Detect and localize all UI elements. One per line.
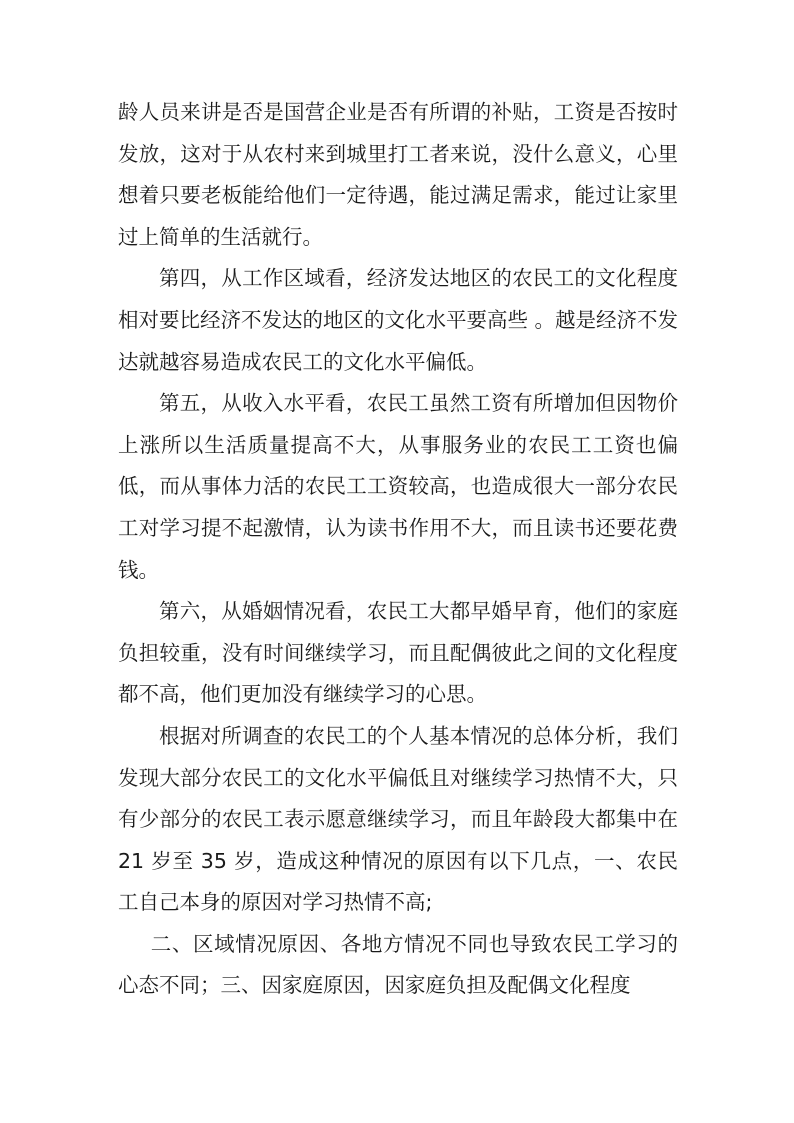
paragraph-sixth: 第六，从婚姻情况看，农民工大都早婚早育，他们的家庭负担较重，没有时间继续学习，而且配偶彼此之间的文化程度都不高，他们更加没有继续学习的心思。 — [118, 599, 678, 707]
paragraph-analysis: 根据对所调查的农民工的个人基本情况的总体分析，我们发现大部分农民工的文化水平偏低且对继续学习热情不大，只有少部分的农民工表示愿意继续学习，而且年龄段大都集中在 21 岁至 35 岁，造成这种情况的原因有以下几点，一、农民工自己本身的原因对学习热情不高; — [118, 723, 678, 915]
paragraph-fifth: 第五，从收入水平看，农民工虽然工资有所增加但因物价上涨所以生活质量提高不大，从事服务业的农民工工资也偏低，而从事体力活的农民工工资较高，也造成很大一部分农民工对学习提不起激情，认为读书作用不大，而且读书还要花费钱。 — [118, 391, 678, 582]
paragraph-fourth: 第四，从工作区域看，经济发达地区的农民工的文化程度相对要比经济不发达的地区的文化水平要高些 。越是经济不发达就越容易造成农民工的文化水平偏低。 — [118, 266, 679, 374]
paragraph-continuation: 龄人员来讲是否是国营企业是否有所谓的补贴，工资是否按时发放，这对于从农村来到城里打工者来说，没什么意义，心里想着只要老板能给他们一定待遇，能过满足需求，能过让家里过上简单的生活就行。 — [118, 100, 678, 249]
document-body — [118, 92, 678, 1007]
paragraph-reasons: 二、区域情况原因、各地方情况不同也导致农民工学习的心态不同；三、因家庭原因，因家庭负担及配偶文化程度 — [118, 931, 678, 998]
